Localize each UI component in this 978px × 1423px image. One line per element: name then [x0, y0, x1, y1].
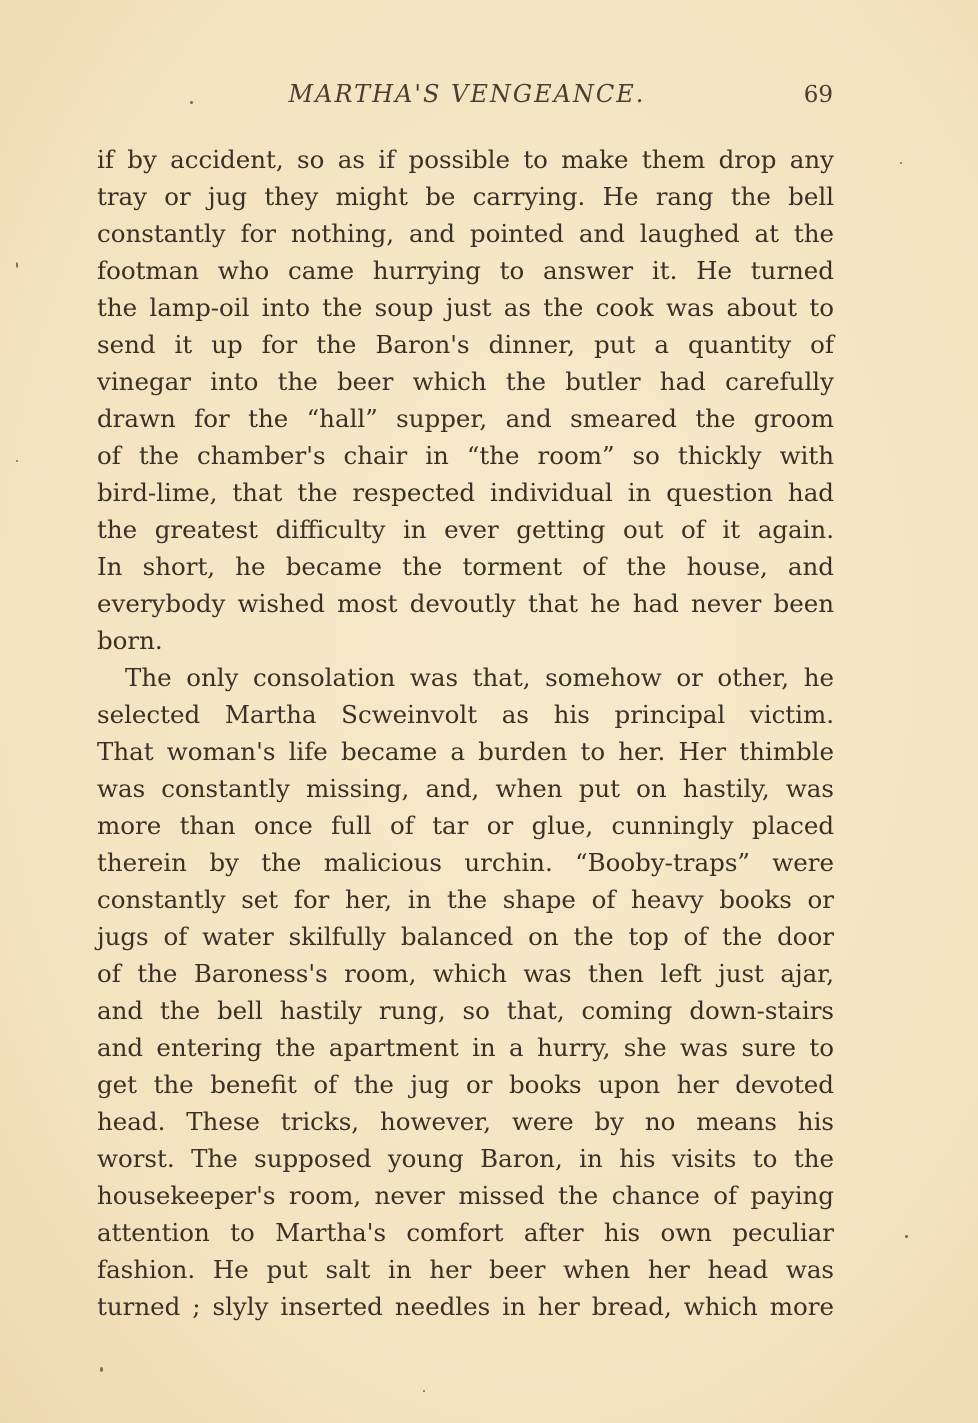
paper-speck	[16, 262, 18, 268]
paper-speck	[190, 101, 193, 104]
text-line: footman who came hurrying to answer it. He turned	[97, 256, 834, 285]
text-line: and the bell hastily rung, so that, coming down-stairs	[97, 996, 834, 1025]
text-line: more than once full of tar or glue, cunningly placed	[97, 811, 834, 840]
running-head-title: MARTHA'S VENGEANCE.	[288, 80, 646, 108]
text-line: bird-lime, that the respected individual in question had	[97, 478, 834, 507]
text-line: vinegar into the beer which the butler had carefully	[97, 367, 834, 396]
text-line: The only consolation was that, somehow or other, he	[125, 663, 834, 692]
paper-speck	[100, 1367, 103, 1372]
page-number: 69	[803, 82, 833, 108]
text-line: everybody wished most devoutly that he had never been	[97, 589, 834, 618]
text-line: housekeeper's room, never missed the chance of paying	[97, 1181, 834, 1210]
text-line: of the Baroness's room, which was then left just ajar,	[97, 959, 834, 988]
paragraph-1	[97, 141, 834, 659]
text-line: the lamp-oil into the soup just as the cook was about to	[97, 293, 834, 322]
text-line: turned ; slyly inserted needles in her bread, which more	[97, 1292, 834, 1321]
text-line: send it up for the Baron's dinner, put a quantity of	[97, 330, 834, 359]
text-line: drawn for the “hall” supper, and smeared the groom	[97, 404, 834, 433]
paper-speck	[423, 1390, 425, 1392]
text-line: That woman's life became a burden to her. Her thimble	[97, 737, 834, 766]
text-line: of the chamber's chair in “the room” so thickly with	[97, 441, 834, 470]
running-head	[97, 80, 837, 120]
text-line: selected Martha Scweinvolt as his principal victim.	[97, 700, 834, 729]
paragraph-2	[97, 659, 834, 1325]
paper-speck	[16, 460, 18, 462]
text-line: head. These tricks, however, were by no means his	[97, 1107, 834, 1136]
text-line: and entering the apartment in a hurry, she was sure to	[97, 1033, 834, 1062]
text-line: attention to Martha's comfort after his own peculiar	[97, 1218, 834, 1247]
text-line: worst. The supposed young Baron, in his visits to the	[97, 1144, 834, 1173]
text-line: the greatest difficulty in ever getting out of it again.	[97, 515, 834, 544]
text-line: was constantly missing, and, when put on hastily, was	[97, 774, 834, 803]
text-line: jugs of water skilfully balanced on the top of the door	[97, 922, 834, 951]
text-line: therein by the malicious urchin. “Booby-traps” were	[97, 848, 834, 877]
text-line: if by accident, so as if possible to make them drop any	[97, 145, 834, 174]
text-line: In short, he became the torment of the house, and	[97, 552, 834, 581]
paper-speck	[900, 162, 902, 164]
text-line: tray or jug they might be carrying. He rang the bell	[97, 182, 834, 211]
text-line: constantly set for her, in the shape of heavy books or	[97, 885, 834, 914]
text-line: constantly for nothing, and pointed and laughed at the	[97, 219, 834, 248]
body-text	[97, 141, 834, 1325]
text-line: fashion. He put salt in her beer when her head was	[97, 1255, 834, 1284]
text-line: get the benefit of the jug or books upon her devoted	[97, 1070, 834, 1099]
paper-speck	[905, 1235, 908, 1238]
text-line: born.	[97, 626, 163, 655]
